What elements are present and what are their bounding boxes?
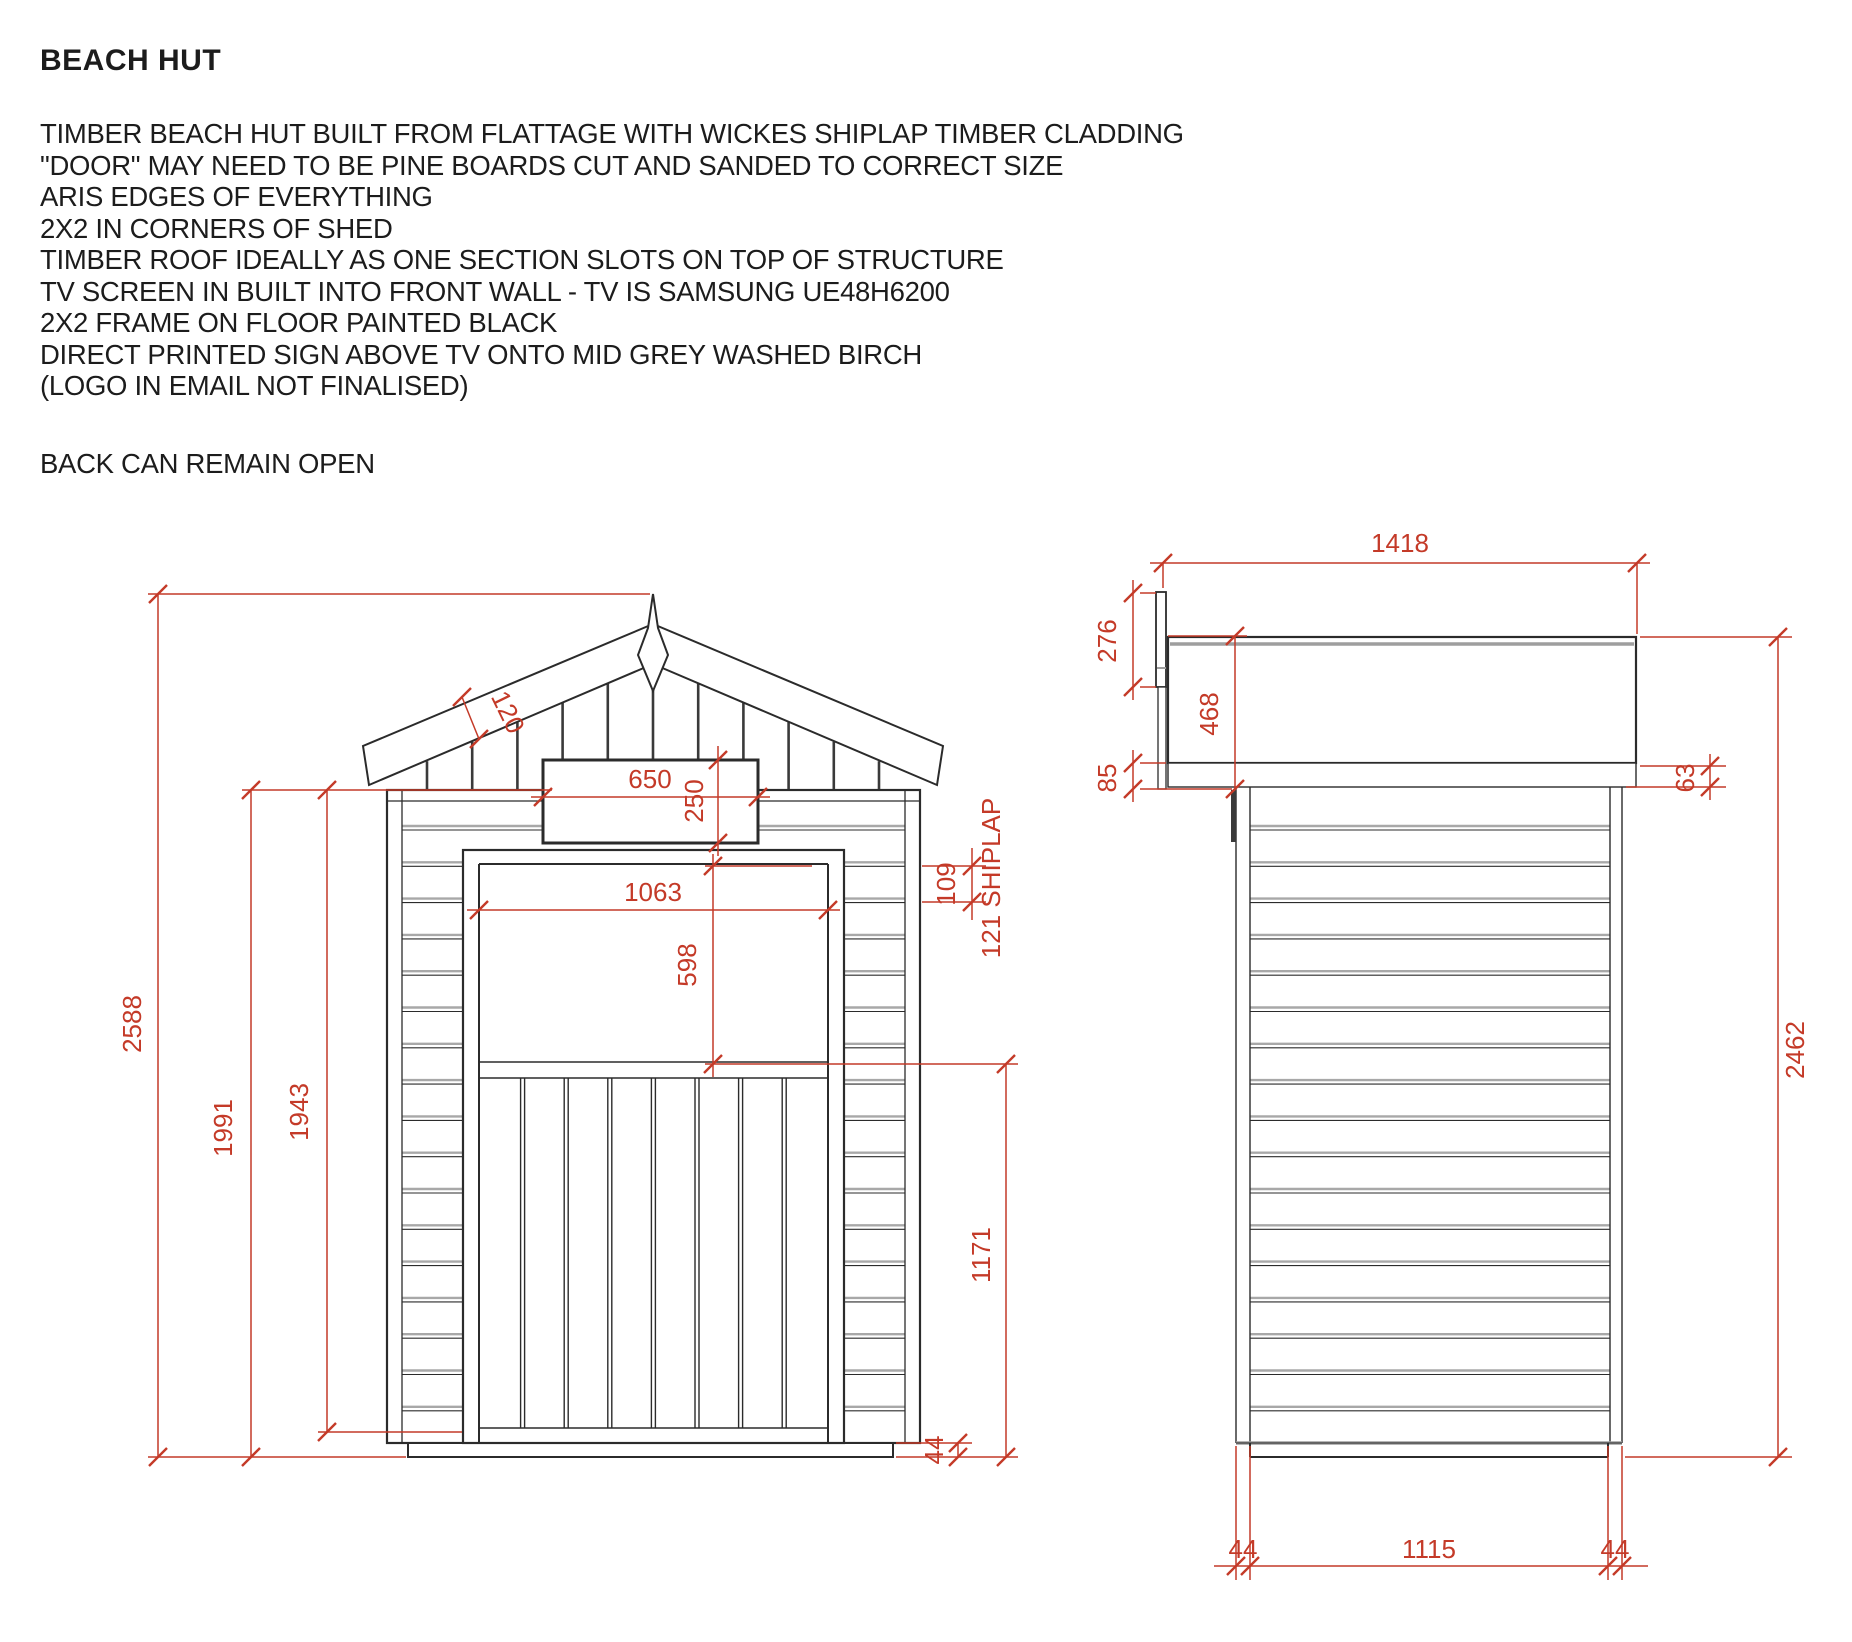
note-line: "DOOR" MAY NEED TO BE PINE BOARDS CUT AND SANDED TO CORRECT SIZE [40, 149, 1064, 181]
dim-roof-length [1150, 563, 1650, 634]
roof-finial [638, 594, 668, 691]
back-open-note: BACK CAN REMAIN OPEN [40, 448, 375, 479]
barge-board-edge [1156, 592, 1166, 687]
note-line: (LOGO IN EMAIL NOT FINALISED) [40, 370, 469, 401]
dim-label-276: 276 [1092, 619, 1122, 663]
side-eaves-band [1168, 763, 1636, 787]
dim-front-wall-height [318, 790, 462, 1432]
dim-label-121-shiplap: 121 SHIPLAP [976, 797, 1006, 959]
dim-label-44-front: 44 [919, 1435, 949, 1465]
front-elevation [363, 594, 943, 1457]
dim-label-598: 598 [672, 943, 702, 987]
side-elevation [1156, 592, 1636, 1457]
dim-label-44-side-left: 44 [1228, 1534, 1258, 1564]
note-line: 2X2 IN CORNERS OF SHED [40, 212, 393, 244]
barge-board-lower [1158, 687, 1166, 789]
note-line: TIMBER BEACH HUT BUILT FROM FLATTAGE WITH WICKES SHIPLAP TIMBER CLADDING [40, 118, 1184, 149]
dim-label-120: 120 [485, 685, 532, 739]
dim-label-1991: 1991 [208, 1099, 238, 1157]
dim-label-63: 63 [1670, 763, 1700, 793]
dim-label-1418: 1418 [1371, 528, 1429, 558]
note-line: TV SCREEN IN BUILT INTO FRONT WALL - TV IS SAMSUNG UE48H6200 [40, 275, 950, 307]
page-title: BEACH HUT [40, 44, 222, 77]
dim-label-2462: 2462 [1780, 1021, 1810, 1079]
dim-label-44-side-right: 44 [1600, 1534, 1630, 1564]
dim-side-overall-height [1625, 637, 1792, 1457]
dim-label-650: 650 [628, 764, 672, 794]
note-line: ARIS EDGES OF EVERYTHING [40, 181, 433, 212]
side-front-corner-bar [1231, 790, 1236, 842]
dim-tv-to-base [896, 1064, 1018, 1457]
dim-label-1943: 1943 [284, 1083, 314, 1141]
front-floor-frame [408, 1443, 893, 1457]
dim-label-85: 85 [1092, 763, 1122, 793]
note-line: 2X2 FRAME ON FLOOR PAINTED BLACK [40, 307, 558, 338]
dim-label-468: 468 [1194, 692, 1224, 736]
dim-label-250: 250 [679, 779, 709, 823]
dim-label-109: 109 [931, 862, 961, 906]
dim-label-1063: 1063 [624, 877, 682, 907]
dim-label-2588: 2588 [117, 995, 147, 1053]
note-line: TIMBER ROOF IDEALLY AS ONE SECTION SLOTS ON TOP OF STRUCTURE [40, 244, 1004, 275]
dim-label-1115: 1115 [1402, 1534, 1456, 1564]
side-roof [1168, 637, 1636, 763]
dim-label-1171: 1171 [966, 1227, 996, 1283]
note-line: DIRECT PRINTED SIGN ABOVE TV ONTO MID GREY WASHED BIRCH [40, 338, 922, 370]
